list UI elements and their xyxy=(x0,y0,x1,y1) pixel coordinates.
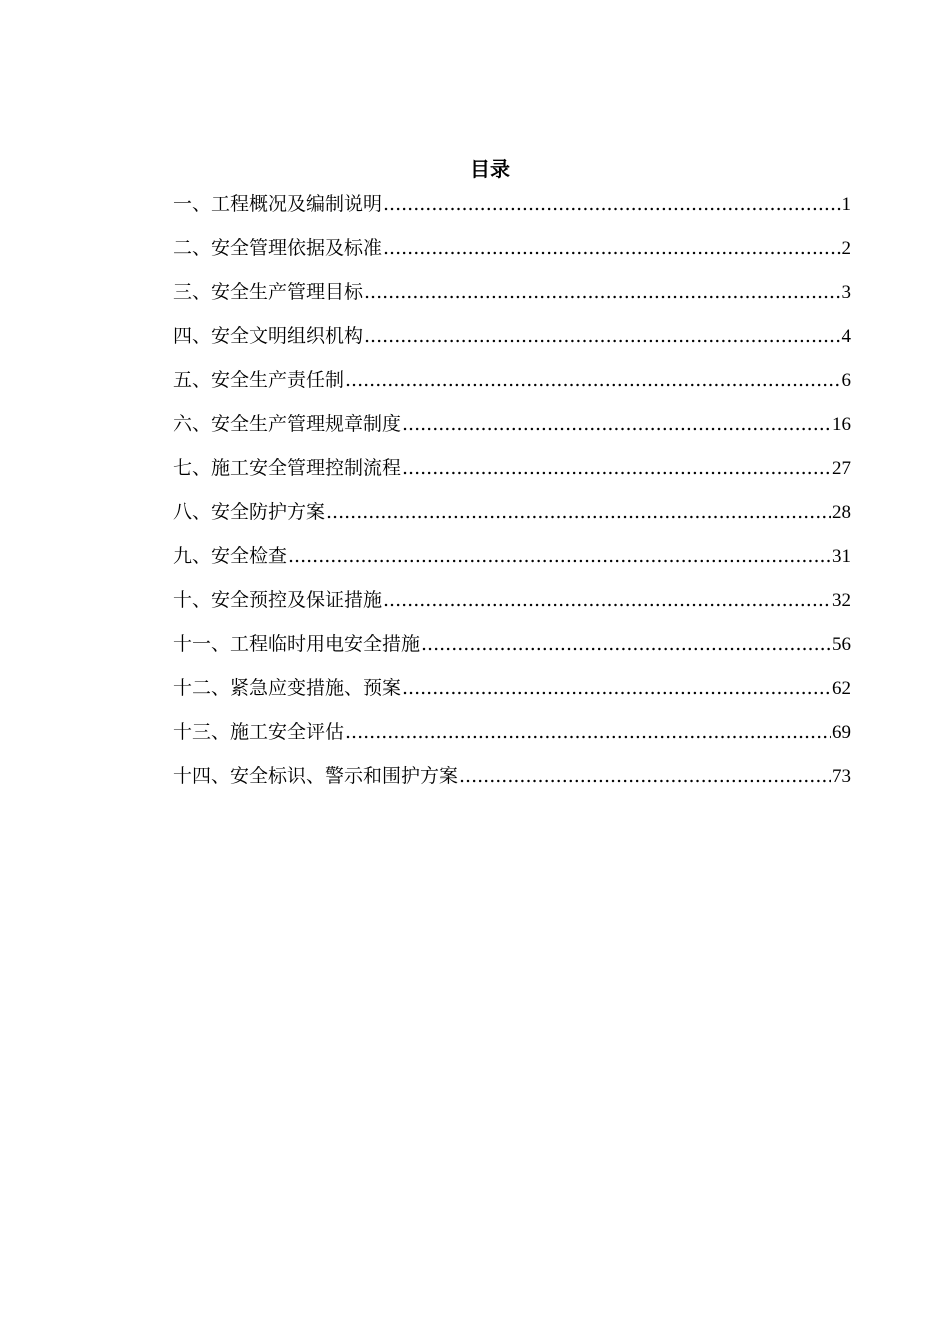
table-of-contents xyxy=(173,189,851,805)
toc-leader-dots xyxy=(459,761,831,791)
toc-page-number: 69 xyxy=(832,722,851,743)
toc-leader-dots xyxy=(364,321,840,351)
toc-entry[interactable] xyxy=(173,629,851,673)
toc-page-number: 1 xyxy=(841,194,851,215)
toc-entry-text: 十一、工程临时用电安全措施 xyxy=(173,633,421,655)
toc-entry[interactable] xyxy=(173,233,851,277)
toc-page-number: 73 xyxy=(832,766,851,787)
toc-entry[interactable] xyxy=(173,277,851,321)
toc-entry[interactable] xyxy=(173,321,851,365)
toc-leader-dots xyxy=(402,453,831,483)
toc-entry[interactable] xyxy=(173,189,851,233)
toc-page-number: 27 xyxy=(832,458,851,479)
toc-page-number: 31 xyxy=(832,546,851,567)
toc-entry-text: 十三、施工安全评估 xyxy=(173,721,345,743)
toc-entry-text: 七、施工安全管理控制流程 xyxy=(173,457,402,479)
toc-page-number: 62 xyxy=(832,678,851,699)
toc-leader-dots xyxy=(421,629,831,659)
toc-title: 目录 xyxy=(470,157,510,181)
toc-entry-text: 十、安全预控及保证措施 xyxy=(173,589,383,611)
toc-entry[interactable] xyxy=(173,585,851,629)
toc-entry[interactable] xyxy=(173,717,851,761)
toc-entry[interactable] xyxy=(173,497,851,541)
toc-entry[interactable] xyxy=(173,365,851,409)
toc-entry[interactable] xyxy=(173,673,851,717)
toc-leader-dots xyxy=(383,585,831,615)
toc-entry-text: 五、安全生产责任制 xyxy=(173,369,345,391)
toc-page-number: 28 xyxy=(832,502,851,523)
toc-entry-text: 二、安全管理依据及标准 xyxy=(173,237,383,259)
toc-leader-dots xyxy=(383,189,840,219)
toc-entry-text: 四、安全文明组织机构 xyxy=(173,325,364,347)
toc-leader-dots xyxy=(345,365,840,395)
toc-page-number: 56 xyxy=(832,634,851,655)
toc-entry-text: 十四、安全标识、警示和围护方案 xyxy=(173,765,459,787)
toc-leader-dots xyxy=(402,409,831,439)
toc-leader-dots xyxy=(288,541,831,571)
toc-leader-dots xyxy=(345,717,831,747)
toc-entry-text: 三、安全生产管理目标 xyxy=(173,281,364,303)
toc-entry[interactable] xyxy=(173,541,851,585)
toc-entry[interactable] xyxy=(173,761,851,805)
toc-entry[interactable] xyxy=(173,453,851,497)
toc-page-number: 16 xyxy=(832,414,851,435)
toc-entry[interactable] xyxy=(173,409,851,453)
toc-page-number: 3 xyxy=(841,282,851,303)
toc-entry-text: 九、安全检查 xyxy=(173,545,288,567)
toc-leader-dots xyxy=(326,497,831,527)
toc-entry-text: 八、安全防护方案 xyxy=(173,501,326,523)
toc-entry-text: 六、安全生产管理规章制度 xyxy=(173,413,402,435)
toc-page-number: 32 xyxy=(832,590,851,611)
toc-entry-text: 十二、紧急应变措施、预案 xyxy=(173,677,402,699)
toc-page-number: 2 xyxy=(841,238,851,259)
toc-leader-dots xyxy=(383,233,840,263)
toc-leader-dots xyxy=(364,277,840,307)
toc-page-number: 6 xyxy=(841,370,851,391)
toc-entry-text: 一、工程概况及编制说明 xyxy=(173,193,383,215)
toc-leader-dots xyxy=(402,673,831,703)
toc-page-number: 4 xyxy=(841,326,851,347)
